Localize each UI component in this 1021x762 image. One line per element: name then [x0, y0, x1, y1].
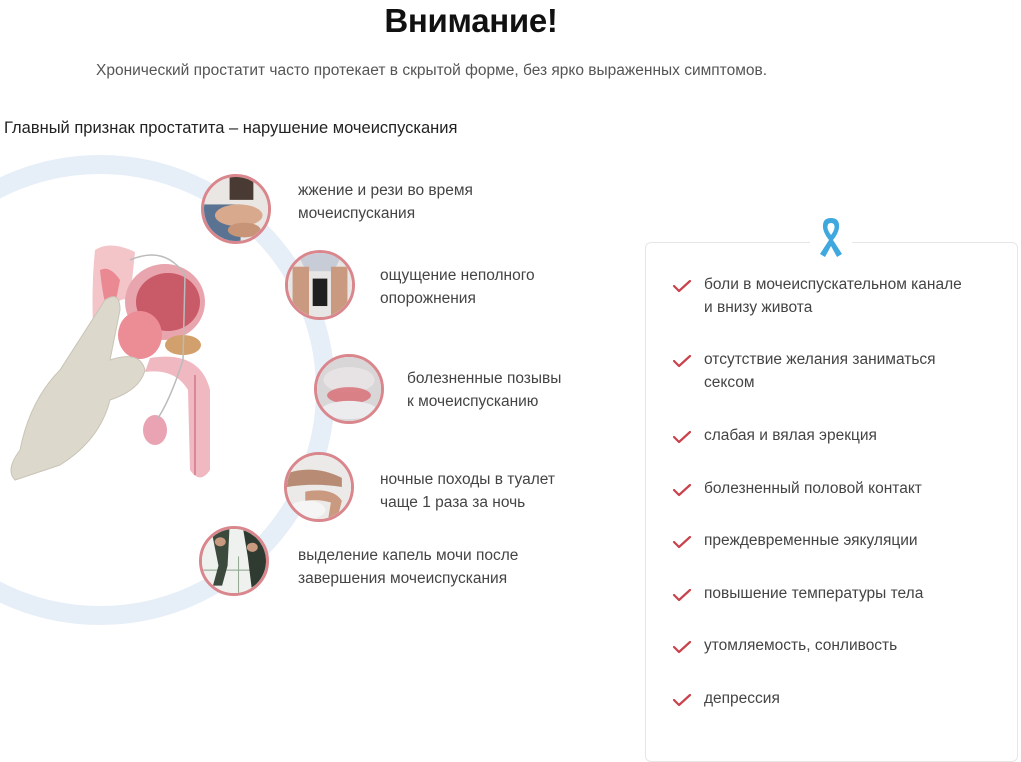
symptom-list-item: утомляемость, сонливость [672, 634, 897, 657]
check-icon [672, 279, 692, 293]
section-heading: Главный признак простатита – нарушение мочеиспускания [4, 119, 458, 137]
page-subtitle: Хронический простатит часто протекает в скрытой форме, без ярко выраженных симптомов. [96, 62, 768, 79]
check-icon [672, 483, 692, 497]
check-icon [672, 430, 692, 444]
symptom-list-item: депрессия [672, 687, 780, 710]
other-symptoms-card [645, 242, 1018, 762]
symptom-text-1: жжение и рези во время мочеиспускания [298, 182, 473, 222]
symptom-text-2: ощущение неполного опорожнения [380, 267, 535, 307]
symptom-image-4 [284, 452, 354, 522]
awareness-ribbon-icon [816, 216, 846, 260]
symptom-image-5 [199, 526, 269, 596]
page-title: Внимание! [384, 2, 558, 39]
symptom-list-item: отсутствие желания заниматься сексом [672, 348, 936, 394]
check-icon [672, 588, 692, 602]
symptom-image-1 [201, 174, 271, 244]
symptom-text-4: ночные походы в туалет чаще 1 раза за ночь [380, 471, 555, 511]
symptom-image-3 [314, 354, 384, 424]
symptom-list-item: боли в мочеиспускательном канале и внизу живота [672, 273, 962, 319]
symptom-list-item: повышение температуры тела [672, 582, 923, 605]
symptom-list-item: болезненный половой контакт [672, 477, 922, 500]
check-icon [672, 640, 692, 654]
symptom-list-item: преждевременные эякуляции [672, 529, 918, 552]
check-icon [672, 535, 692, 549]
prostate-exam-illustration [0, 240, 230, 500]
symptom-text-5: выделение капель мочи после завершения мочеиспускания [298, 547, 519, 587]
symptom-text-3: болезненные позывы к мочеиспусканию [407, 370, 562, 410]
check-icon [672, 354, 692, 368]
symptom-list-item: слабая и вялая эрекция [672, 424, 877, 447]
symptom-image-2 [285, 250, 355, 320]
check-icon [672, 693, 692, 707]
